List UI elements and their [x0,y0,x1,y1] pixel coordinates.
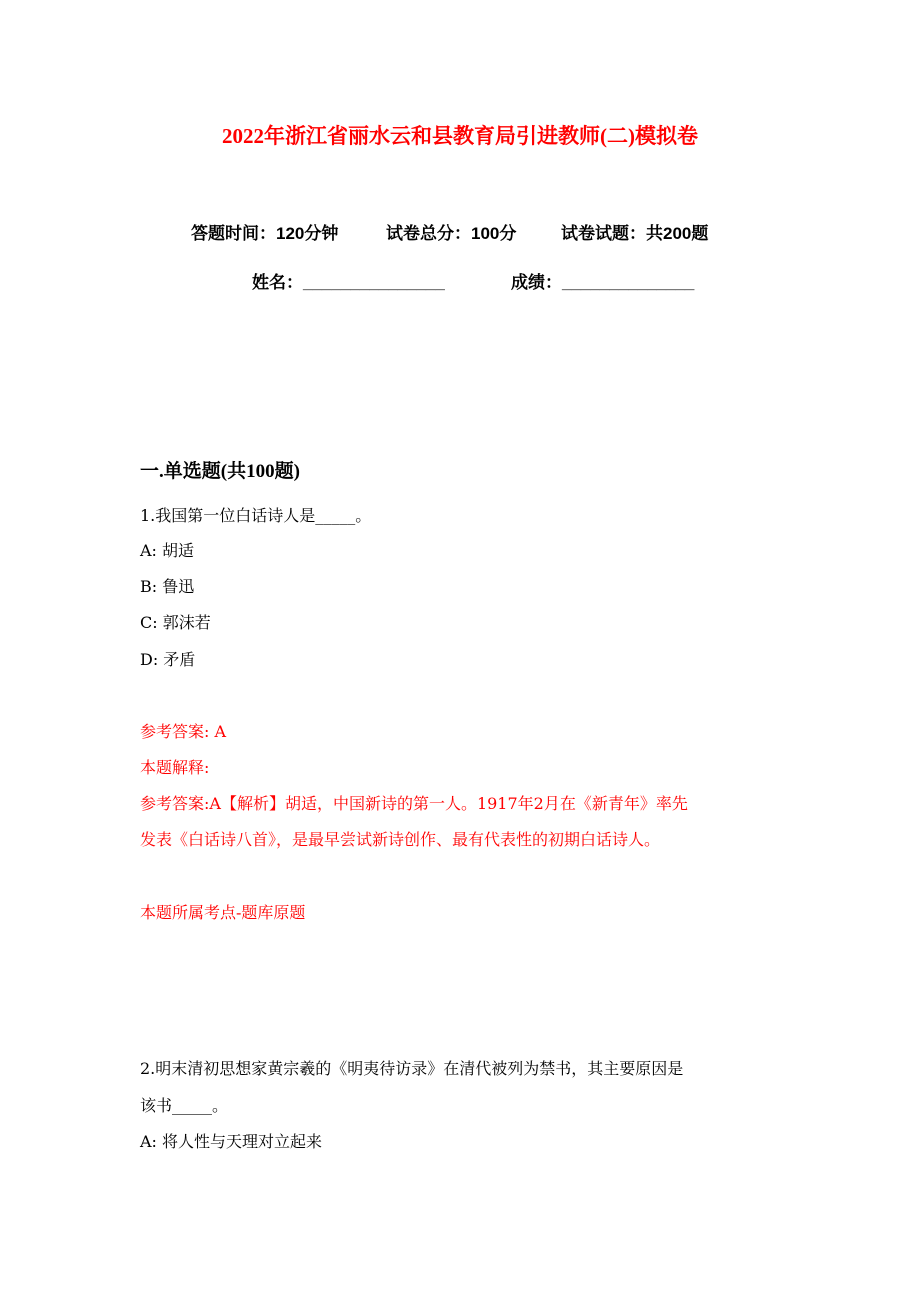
section-heading: 一.单选题(共100题) [140,461,300,482]
question-1-explain-label: 本题解释: [140,758,210,777]
exam-total-score: 试卷总分：100分 [386,224,517,243]
question-1-option-b: B: 鲁迅 [140,577,195,596]
question-1-explanation-line: 参考答案:A【解析】胡适，中国新诗的第一人。1917年2月在《新青年》率先 [140,794,688,813]
question-1-answer: 参考答案: A [140,722,227,741]
question-2-option-a: A: 将人性与天理对立起来 [140,1132,323,1151]
page-title: 2022年浙江省丽水云和县教育局引进教师(二)模拟卷 [222,124,698,148]
grade-field: 成绩：______________ [511,273,695,292]
question-1-point: 本题所属考点-题库原题 [140,903,306,922]
exam-time: 答题时间：120分钟 [191,224,339,243]
question-1-option-d: D: 矛盾 [140,650,196,669]
question-1-option-a: A: 胡适 [140,541,195,560]
name-field: 姓名：_______________ [252,273,445,292]
question-2-stem-line: 2.明末清初思想家黄宗羲的《明夷待访录》在清代被列为禁书，其主要原因是 [140,1059,684,1078]
question-1-explanation-line: 发表《白话诗八首》，是最早尝试新诗创作、最有代表性的初期白话诗人。 [140,830,661,849]
question-2-stem-line: 该书_____。 [140,1096,229,1115]
exam-question-count: 试卷试题：共200题 [561,224,709,243]
question-1-option-c: C: 郭沫若 [140,613,211,632]
question-1-stem: 1.我国第一位白话诗人是_____。 [140,506,372,525]
